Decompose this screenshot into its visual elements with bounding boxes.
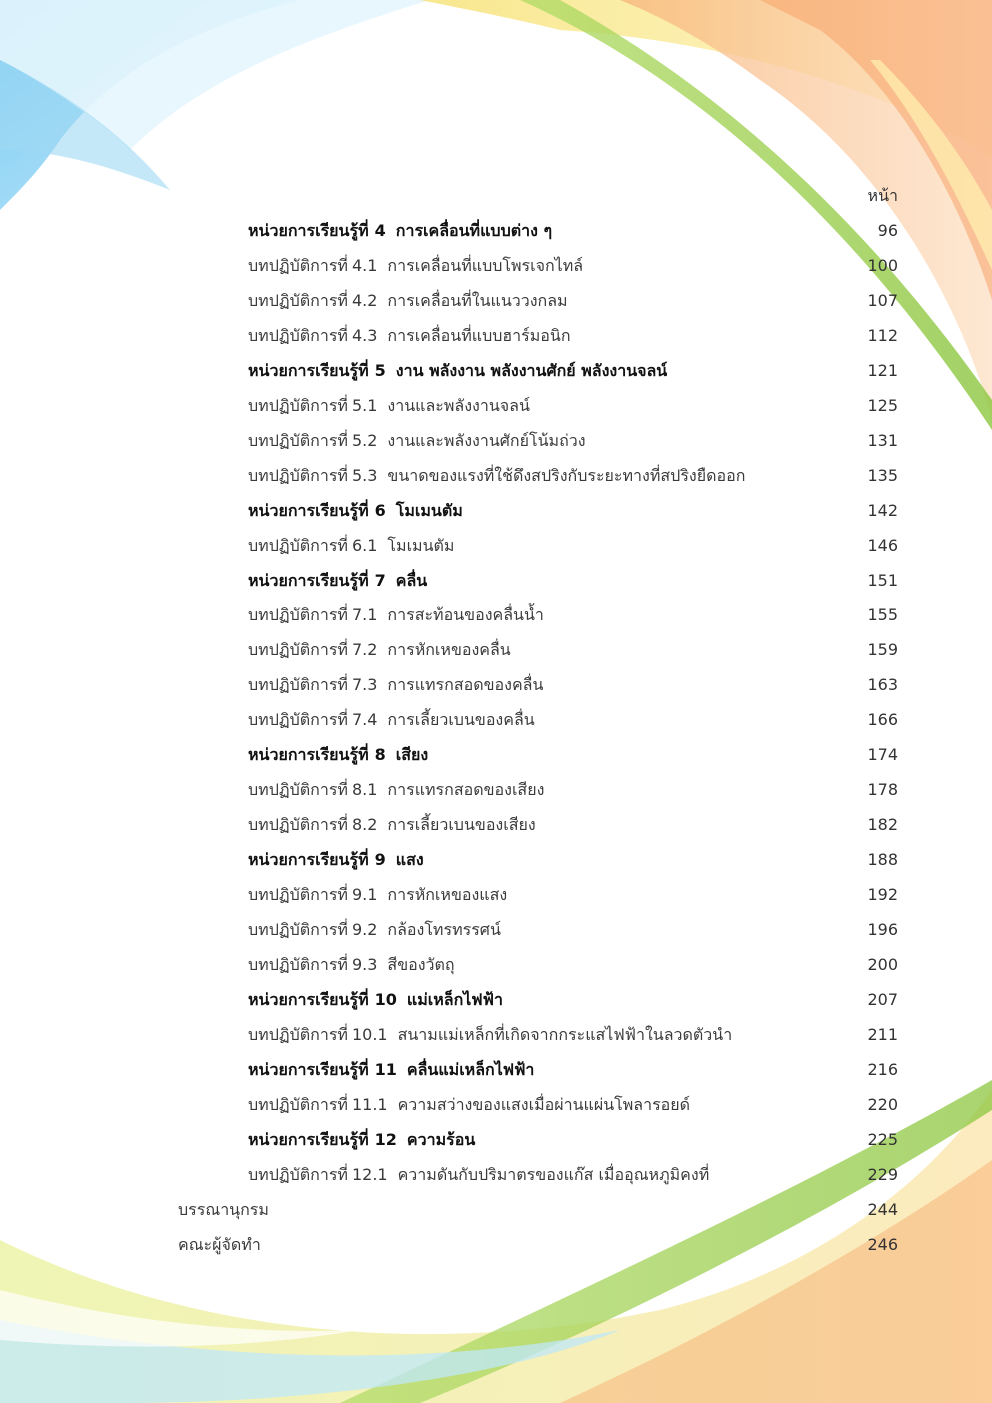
toc-entry-lab <box>0 810 992 840</box>
toc-entry-page-number: 100 <box>867 256 898 275</box>
toc-entry-lab <box>0 635 992 665</box>
toc-entry-label <box>248 286 568 316</box>
toc-entry-number: 5.3 <box>351 466 378 485</box>
toc-entry-page-number: 135 <box>867 466 898 485</box>
toc-entry-lab <box>0 286 992 316</box>
toc-entry-page-number: 188 <box>867 850 898 869</box>
toc-entry-title: คลื่น <box>395 571 428 590</box>
toc-entry-lab <box>0 915 992 945</box>
toc-entry-unit <box>0 740 992 770</box>
toc-entry-label <box>248 810 536 840</box>
toc-entry-page-number: 174 <box>867 745 898 764</box>
toc-entry-label <box>248 775 544 805</box>
toc-entry-page-number: 178 <box>867 780 898 799</box>
toc-entry-page-number: 244 <box>867 1200 898 1219</box>
toc-entry-number: 4 <box>374 221 386 240</box>
toc-entry-title: ขนาดของแรงที่ใช้ดึงสปริงกับระยะทางที่สปริงยืดออก <box>387 466 746 485</box>
toc-entry-lab <box>0 705 992 735</box>
toc-entry-title: ความสว่างของแสงเมื่อผ่านแผ่นโพลารอยด์ <box>397 1095 691 1114</box>
toc-entry-lab <box>0 775 992 805</box>
toc-entry-number: 8.2 <box>351 815 378 834</box>
toc-entry-label <box>248 705 535 735</box>
toc-entry-title: งานและพลังงานจลน์ <box>387 396 530 415</box>
toc-entry-label <box>248 635 511 665</box>
toc-entry-prefix: บทปฏิบัติการที่ <box>248 920 348 939</box>
toc-entry-lab <box>0 880 992 910</box>
toc-entry-prefix: บทปฏิบัติการที่ <box>248 291 348 310</box>
toc-entry-page-number: 121 <box>867 361 898 380</box>
toc-entry-number: 9 <box>374 850 386 869</box>
toc-entry-label <box>248 670 543 700</box>
toc-entry-title: ความดันกับปริมาตรของแก๊ส เมื่ออุณหภูมิคงที่ <box>397 1165 710 1184</box>
toc-entry-label <box>248 1020 732 1050</box>
toc-entry-prefix: บทปฏิบัติการที่ <box>248 466 348 485</box>
toc-entry-label <box>248 461 745 491</box>
toc-entry-title: การเคลื่อนที่แบบฮาร์มอนิก <box>387 326 571 345</box>
toc-entry-prefix: บทปฏิบัติการที่ <box>248 396 348 415</box>
toc-entry-number: 4.2 <box>351 291 378 310</box>
toc-entry-prefix: หน่วยการเรียนรู้ที่ <box>248 571 369 590</box>
toc-entry-title: การเคลื่อนที่แบบต่าง ๆ <box>395 221 553 240</box>
toc-entry-lab <box>0 1160 992 1190</box>
toc-entry-label <box>248 251 583 281</box>
toc-entry-lab <box>0 950 992 980</box>
toc-entry-top <box>0 1195 992 1225</box>
toc-entry-number: 7.3 <box>351 675 378 694</box>
toc-entry-unit <box>0 985 992 1015</box>
toc-entry-number: 4.1 <box>351 256 378 275</box>
toc-entry-number: 6 <box>374 501 386 520</box>
toc-entry-unit <box>0 566 992 596</box>
toc-entry-label <box>248 391 530 421</box>
toc-entry-page-number: 166 <box>867 710 898 729</box>
toc-entry-number: 12.1 <box>351 1165 388 1184</box>
toc-entry-label <box>248 845 424 875</box>
toc-entry-page-number: 200 <box>867 955 898 974</box>
toc-entry-label <box>248 496 463 526</box>
toc-entry-title: การเคลื่อนที่ในแนววงกลม <box>387 291 568 310</box>
toc-entry-label <box>248 566 427 596</box>
toc-entry-number: 11.1 <box>351 1095 388 1114</box>
toc-entry-lab <box>0 251 992 281</box>
toc-entry-title: บรรณานุกรม <box>178 1200 269 1219</box>
toc-entry-number: 9.2 <box>351 920 378 939</box>
toc-entry-unit <box>0 1125 992 1155</box>
toc-entry-label <box>248 426 586 456</box>
toc-entry-title: แสง <box>395 850 424 869</box>
toc-entry-title: คณะผู้จัดทำ <box>178 1235 261 1254</box>
toc-entry-lab <box>0 461 992 491</box>
toc-entry-unit <box>0 356 992 386</box>
toc-entry-prefix: หน่วยการเรียนรู้ที่ <box>248 1130 369 1149</box>
toc-entry-lab <box>0 1020 992 1050</box>
toc-entry-top <box>0 1230 992 1260</box>
toc-entry-lab <box>0 391 992 421</box>
toc-entry-number: 7.4 <box>351 710 378 729</box>
toc-entry-number: 5.2 <box>351 431 378 450</box>
toc-entry-page-number: 229 <box>867 1165 898 1184</box>
toc-entry-title: การหักเหของคลื่น <box>387 640 511 659</box>
toc-entry-unit <box>0 845 992 875</box>
toc-entry-prefix: หน่วยการเรียนรู้ที่ <box>248 361 369 380</box>
toc-entry-prefix: หน่วยการเรียนรู้ที่ <box>248 501 369 520</box>
toc-entry-lab <box>0 321 992 351</box>
toc-entry-page-number: 220 <box>867 1095 898 1114</box>
toc-entry-title: สีของวัตถุ <box>387 955 455 974</box>
toc-entry-label <box>248 321 571 351</box>
toc-entry-title: การเลี้ยวเบนของคลื่น <box>387 710 535 729</box>
toc-entry-page-number: 216 <box>867 1060 898 1079</box>
toc-entry-page-number: 225 <box>867 1130 898 1149</box>
toc-entry-number: 6.1 <box>351 536 378 555</box>
toc-entry-number: 7 <box>374 571 386 590</box>
toc-entry-prefix: บทปฏิบัติการที่ <box>248 326 348 345</box>
toc-entry-prefix: บทปฏิบัติการที่ <box>248 640 348 659</box>
toc-entry-page-number: 196 <box>867 920 898 939</box>
toc-entry-number: 10.1 <box>351 1025 388 1044</box>
toc-entry-unit <box>0 496 992 526</box>
toc-entry-title: คลื่นแม่เหล็กไฟฟ้า <box>406 1060 535 1079</box>
toc-entry-prefix: บทปฏิบัติการที่ <box>248 431 348 450</box>
toc-entry-title: การสะท้อนของคลื่นน้ำ <box>387 605 544 624</box>
toc-entry-page-number: 142 <box>867 501 898 520</box>
toc-entry-page-number: 192 <box>867 885 898 904</box>
toc-entry-label <box>178 1230 261 1260</box>
toc-entry-page-number: 182 <box>867 815 898 834</box>
toc-entry-prefix: บทปฏิบัติการที่ <box>248 256 348 275</box>
toc-entry-prefix: หน่วยการเรียนรู้ที่ <box>248 990 369 1009</box>
toc-entry-page-number: 159 <box>867 640 898 659</box>
toc-entry-label <box>248 740 428 770</box>
toc-entry-unit <box>0 1055 992 1085</box>
toc-entry-lab <box>0 531 992 561</box>
toc-entry-number: 9.3 <box>351 955 378 974</box>
toc-entry-page-number: 125 <box>867 396 898 415</box>
toc-entry-label <box>248 950 455 980</box>
toc-entry-label <box>248 531 454 561</box>
toc-entry-prefix: บทปฏิบัติการที่ <box>248 955 348 974</box>
toc-entry-title: การแทรกสอดของคลื่น <box>387 675 544 694</box>
toc-entry-title: แม่เหล็กไฟฟ้า <box>406 990 503 1009</box>
toc-entry-label <box>248 1125 475 1155</box>
toc-entry-page-number: 155 <box>867 605 898 624</box>
toc-entry-number: 8 <box>374 745 386 764</box>
toc-entry-lab <box>0 1090 992 1120</box>
toc-entry-label <box>248 1160 709 1190</box>
toc-entry-prefix: บทปฏิบัติการที่ <box>248 605 348 624</box>
toc-entry-number: 7.1 <box>351 605 378 624</box>
toc-entry-number: 4.3 <box>351 326 378 345</box>
toc-entry-prefix: บทปฏิบัติการที่ <box>248 1165 348 1184</box>
toc-entry-prefix: บทปฏิบัติการที่ <box>248 710 348 729</box>
toc-entry-prefix: บทปฏิบัติการที่ <box>248 815 348 834</box>
toc-entry-page-number: 131 <box>867 431 898 450</box>
toc-entry-number: 12 <box>374 1130 397 1149</box>
toc-entry-title: การเลี้ยวเบนของเสียง <box>387 815 536 834</box>
toc-entry-label <box>248 356 667 386</box>
toc-entry-page-number: 146 <box>867 536 898 555</box>
toc-entry-title: กล้องโทรทรรศน์ <box>387 920 501 939</box>
toc-entry-page-number: 151 <box>867 571 898 590</box>
toc-entry-page-number: 207 <box>867 990 898 1009</box>
toc-entry-prefix: บทปฏิบัติการที่ <box>248 885 348 904</box>
page-column-header: หน้า <box>867 186 898 205</box>
toc-entry-prefix: บทปฏิบัติการที่ <box>248 1095 348 1114</box>
toc-entry-prefix: หน่วยการเรียนรู้ที่ <box>248 1060 369 1079</box>
toc-entry-lab <box>0 670 992 700</box>
toc-entry-number: 11 <box>374 1060 397 1079</box>
toc-entry-page-number: 112 <box>867 326 898 345</box>
toc-entry-number: 5.1 <box>351 396 378 415</box>
toc-entry-label <box>248 1055 534 1085</box>
toc-entry-number: 5 <box>374 361 386 380</box>
toc-entry-number: 10 <box>374 990 397 1009</box>
toc-entry-unit <box>0 216 992 246</box>
toc-entry-prefix: หน่วยการเรียนรู้ที่ <box>248 745 369 764</box>
toc-entry-label <box>248 880 507 910</box>
toc-entry-lab <box>0 600 992 630</box>
toc-entry-title: การหักเหของแสง <box>387 885 508 904</box>
toc-entry-lab <box>0 426 992 456</box>
toc-entry-page-number: 163 <box>867 675 898 694</box>
toc-entry-prefix: บทปฏิบัติการที่ <box>248 1025 348 1044</box>
toc-entry-label <box>178 1195 269 1225</box>
toc-entry-title: งานและพลังงานศักย์โน้มถ่วง <box>387 431 586 450</box>
toc-entry-label <box>248 915 501 945</box>
toc-entry-label <box>248 1090 690 1120</box>
toc-entry-prefix: หน่วยการเรียนรู้ที่ <box>248 221 369 240</box>
toc-entry-title: การเคลื่อนที่แบบโพรเจกไทล์ <box>387 256 584 275</box>
toc-entry-title: โมเมนตัม <box>387 536 455 555</box>
toc-entry-label <box>248 985 503 1015</box>
toc-entry-page-number: 96 <box>877 221 898 240</box>
toc-entry-title: งาน พลังงาน พลังงานศักย์ พลังงานจลน์ <box>395 361 668 380</box>
toc-entry-number: 8.1 <box>351 780 378 799</box>
toc-entry-page-number: 211 <box>867 1025 898 1044</box>
toc-entry-number: 9.1 <box>351 885 378 904</box>
toc-entry-prefix: บทปฏิบัติการที่ <box>248 536 348 555</box>
toc-entry-prefix: หน่วยการเรียนรู้ที่ <box>248 850 369 869</box>
toc-entry-title: เสียง <box>395 745 429 764</box>
toc-entry-title: สนามแม่เหล็กที่เกิดจากกระแสไฟฟ้าในลวดตัวนำ <box>397 1025 733 1044</box>
toc-entry-title: ความร้อน <box>406 1130 476 1149</box>
toc-entry-prefix: บทปฏิบัติการที่ <box>248 780 348 799</box>
toc-entry-label <box>248 600 544 630</box>
toc-entry-title: การแทรกสอดของเสียง <box>387 780 545 799</box>
toc-entry-page-number: 107 <box>867 291 898 310</box>
toc-entry-page-number: 246 <box>867 1235 898 1254</box>
toc-entry-label <box>248 216 552 246</box>
toc-entry-number: 7.2 <box>351 640 378 659</box>
toc-entry-prefix: บทปฏิบัติการที่ <box>248 675 348 694</box>
toc-entry-title: โมเมนตัม <box>395 501 463 520</box>
